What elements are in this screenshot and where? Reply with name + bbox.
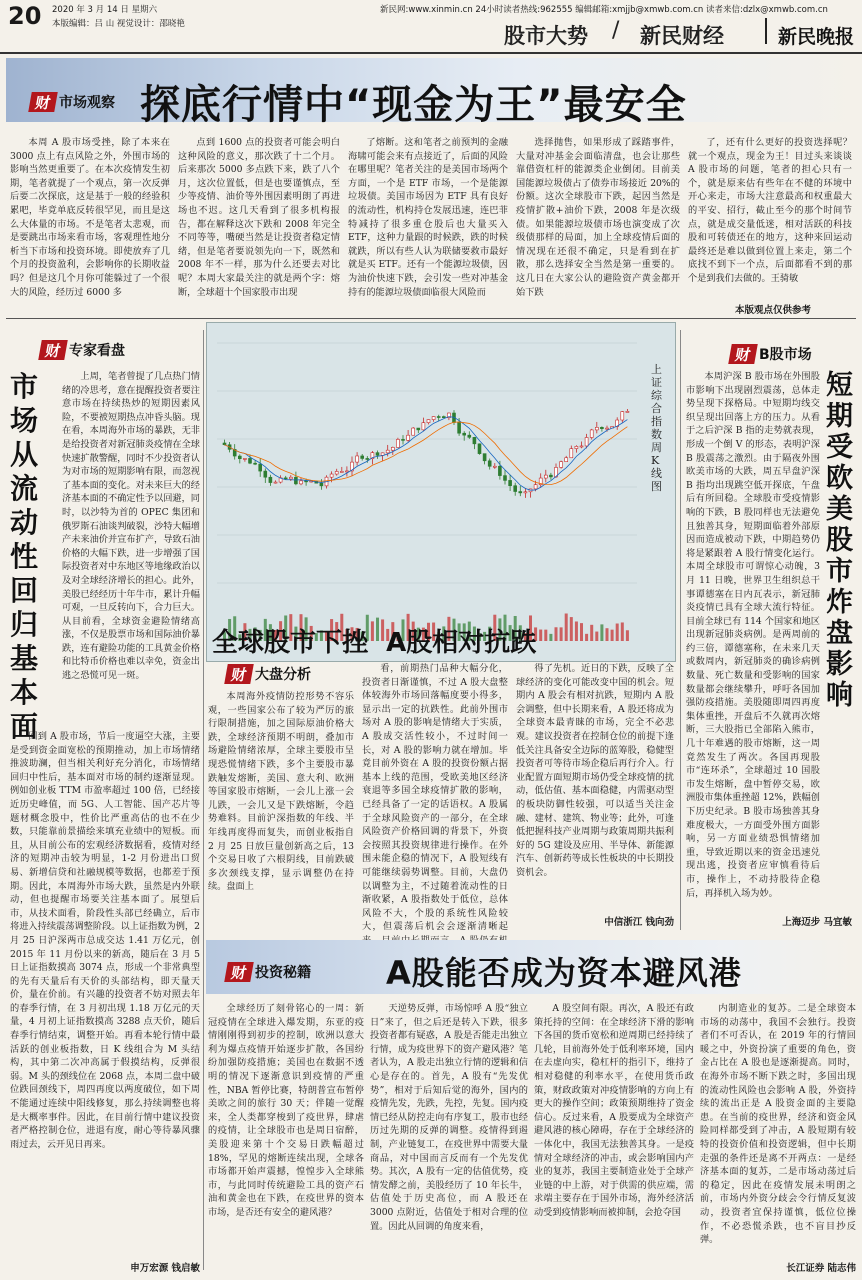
chart-candles <box>223 409 629 498</box>
volume-bar <box>626 630 629 641</box>
candle-body <box>396 439 399 447</box>
candle-body <box>254 463 257 464</box>
tag-label: 大盘分析 <box>255 667 311 683</box>
volume-bar <box>549 634 552 641</box>
candle-body <box>422 423 425 430</box>
top-story-tag <box>30 92 115 112</box>
left-divider <box>203 330 204 1270</box>
candle-body <box>376 453 379 456</box>
chart-grid <box>217 343 637 583</box>
paragraph: 上周，笔者曾提了几点热门情绪的冷思考，意在提醒投资者要注意市场在持续热炒的短期因素风险，不要被短期热点冲昏头脑。现在看，本周海外市场的暴跌，无非是给投资者对新冠肺炎疫情在全球快速扩散警醒，同时不少投资者认为对市场的短期影响有限，而忽视了基本面的变化。对未来巨大的经济基本面的不确定性予以回避，同时，以沙特为首的 OPEC 集团和俄罗斯石油谈判破裂，沙特大幅增产未来油价并宣布扩产，导致石油价格的大幅下跌，进一步增强了国际投资者对中东地区等地缘政治以及对全球经济增长的担心。此外，美股已经经历十年牛市，累计升幅可观，一旦反转向下，合力巨大。从目前看，全球资金避险情绪高涨，不仅是股票市场和国际油价暴跌，连有避险功能的工具黄金价格和比特币价格也难以幸免，资金出逃之恐慌可见一斑。 <box>62 371 200 682</box>
candle-body <box>595 427 598 430</box>
candle-body <box>534 485 537 489</box>
volume-bar <box>611 630 614 641</box>
candle-body <box>356 456 359 462</box>
candle-body <box>509 480 512 485</box>
bottom-col-4 <box>700 1002 856 1258</box>
candle-body <box>412 428 415 435</box>
header-rule <box>0 52 862 54</box>
candle-body <box>345 471 348 472</box>
candle-body <box>223 443 226 445</box>
volume-bar <box>544 630 547 641</box>
candle-body <box>402 439 405 440</box>
left-story-tag <box>40 340 125 360</box>
candle-body <box>305 481 308 482</box>
paragraph: 得了先机。近日的下跌，反映了全球经济的变化可能改变中国的机会。短期内 A 股会有相对抗跌，短期内 A 股会调整，但中长期来看，A 股还将成为全球资本最青睐的市场，完全不必悲观。建议投资者在控制仓位的前提下逢低关注具备安全边际的蓝筹股，稳健型投资者可等待市场企稳后再行介入。行业配置方面短期市场仍受全球疫情的扰动，低估值、基本面稳健，内需驱动型的板块防御性较强，可以适当关注金融、建材、建筑、物业等；此外，可逢低把握科技产业周期与政策周期共振利好的 5G 建设及应用、半导体、新能源汽车、创新药等成长性板块的中长期投资机会。 <box>516 663 674 878</box>
candle-body <box>361 456 364 459</box>
candle-body <box>575 446 578 448</box>
editors: 本版编辑：吕 山 视觉设计：邵晓艳 <box>52 19 185 29</box>
candle-body <box>407 435 410 440</box>
candle-body <box>626 411 629 412</box>
chart-panel <box>206 322 676 662</box>
top-col-2 <box>178 136 340 312</box>
volume-bar <box>606 628 609 641</box>
volume-bar <box>585 634 588 641</box>
top-col-3 <box>348 136 508 312</box>
candle-body <box>330 474 333 477</box>
volume-bar <box>575 621 578 641</box>
bottom-col-1 <box>208 1002 364 1268</box>
candle-body <box>514 486 517 492</box>
paragraph: 回到 A 股市场，节后一度逼空大涨，主要是受到资金面宽松的预期推动，加上市场情绪推波助澜，但当相关利好充分消化，市场情绪回归中性后，基本面对市场的制约逐渐显现。例如创业板 TTM 市盈率超过 100 倍，已经接近历史峰值，而 5G、人工智能、国产芯片等题材概念股中，性价比严重高估的也不在少数，只能靠前景描绘来填充业绩中的短板。而且，从目前公布的宏观经济数据看，疫情对经济的短期冲击较为明显，1-2 月份进出口贸易、新增信贷和社融规模等数据，也都差于预期。因此，本周海外市场大跌，虽然是内外联动，但也提醒市场要关注基本面了。展望后市，从技术面看，阶段性头部已经确立，后市将进入持续震荡调整阶段。以上证指数为例，2 月 25 日沪深两市总成交达 1.41 万亿元，创 2015 年 11 月份以来的新高，随后在 3 月 5 日上证指数摸高 3074 点，形成一个非常典型的先有天量后有天价的头部结构，即天量天价，量在价前。有兴趣的投资者不妨对照去年的春季行情，在 3 月初出现 1.18 万亿元的天量，4 月初上证指数摸高 3288 点天价，随后春季行情结束，调整开始。再看本轮行情中最活跃的创业板指数，日 K 线组合为 M 头结构，其中第二次冲高属于假摸结构，反弹很弱。M 头的颈线位在 2068 点，本周二盘中破位跌回颈线下，周四再度以两度破位，如下周不能通过连续中阳线修复，那么持续调整也将是大概率事件。因此，在目前行情中建议投资者严格控制仓位，进退有度，耐心等待暴风骤雨过去，云开见日再来。 <box>10 731 200 1150</box>
candle-body <box>488 461 491 467</box>
middle-col-2 <box>362 662 508 933</box>
top-col-4 <box>516 136 680 312</box>
paragraph: 了，还有什么更好的投资选择呢？就一个观点，现金为王！目过头来谈谈 A 股市场的问题，笔者的担心只有一个，就是原来估有些年在不健的环境中开心来走，市场大注意最高和权重最大的平安、招行，截止至今的那个时间节点，就是成交量低迷，相对活跃的科技股和可转债还在的地方，这种来回运动最终还是难以做到位置上来走，第二个底找不到下一个点，后面都看不到的那个是到我们去做的。王骑敏 <box>688 137 852 284</box>
page-header <box>0 0 862 52</box>
cai-logo-icon: 财 <box>224 962 254 982</box>
middle-byline: 中信浙江 钱向劲 <box>604 917 674 928</box>
bottom-byline: 长江证券 陆志伟 <box>786 1263 856 1274</box>
paper-name: 新民晚报 <box>778 26 855 48</box>
chart-caption: 上证综合指数周K线图 <box>651 363 662 493</box>
candle-body <box>259 464 262 471</box>
candle-body <box>269 477 272 482</box>
header-separator <box>765 18 767 44</box>
candle-body <box>621 412 624 420</box>
candle-body <box>600 427 603 428</box>
volume-bar <box>621 622 624 641</box>
volume-bar <box>590 625 593 641</box>
candle-body <box>320 483 323 486</box>
left-headline: 市场从流动性回归基本面 <box>10 370 39 743</box>
candle-body <box>498 466 501 475</box>
middle-col-3 <box>516 662 674 916</box>
tag-label: B股市场 <box>759 347 812 363</box>
candle-body <box>432 417 435 420</box>
right-story-tag <box>730 344 812 364</box>
page-number: 20 <box>8 2 42 30</box>
candle-body <box>590 430 593 438</box>
cai-logo-icon: 财 <box>28 92 58 112</box>
paragraph: A 股空间有限。再次，A 股还有政策托持的空间：在全球经济下滑的影响下各国的货币宽松和逆周期已经持续了几轮，目前海外处于低利率环境，国内在去虚向实，稳杠杆的指引下，维持了相对稳健的利率水平，在使用货币政策，财政政策对冲疫情影响的方向上有更大的操作空间；政策预期维持了资金信心。反过来看，A 股要成为全球资产避风港的核心障碍，存在于全球经济的一体化中，我国无法独善其身。一是疫情对全球经济的冲击，或会影响国内产业的复苏，我国主要制造业处于全球产业链的中上游，对于供需的供应端，需求端主要存在于国外市场，海外经济活动受到疫情影响而被抑制，会抢夺国 <box>534 1003 694 1218</box>
paragraph: 内制造业的复苏。二是全球资本市场的动荡中，我国不会独行。投资者们不可否认，在 2019 年的行情回暖之中，外资扮演了重要的角色，资金占比在 A 股也是逐渐提高。同时，在海外市场不断下跌之时，多国出现的流动性风险也会影响 A 股，外资持续的流出正是 A 股资金面的主要隐患。在当前的疫世界，经济和资金风险同样都受到了冲击，A 股短期有较特的投资价值和投资逻辑，但中长期走强的条件还是离不开两点：一是经济基本面的复苏，二是市场动荡过后的稳定，因此在疫情发展未明朗之前，市场内外资分歧会令行情反复波动，投资者宜保持谨慎，低位位操作，不必恐慌杀跌，也不盲目抄反弹。 <box>700 1003 856 1246</box>
tag-label: 投资秘籍 <box>255 965 311 981</box>
volume-bar <box>560 627 563 641</box>
candle-body <box>427 420 430 423</box>
candle-body <box>585 437 588 445</box>
paragraph: 点到 1600 点的投资者可能会明白这种风险的意义，那次跌了十二个月。后来那次 5000 多点跌下来，跌了八个月，这次位置低，但是也要谨慎点，至少等疫情、油价等外围因素明朗了再进场也不迟。这几天看到了很多机构报告，都在解释这次下跌和 2008 年完全不同等等，嘴硬当然是让投资者稳定情绪，但是笔者要说领先向一下，既然和 2008 年不一样，那为什么还要去对比呢？本周大家最关注的就是两个字：熔断，全球超十个国家股市出现 <box>178 137 340 298</box>
candle-body <box>560 462 563 468</box>
candle-body <box>473 437 476 443</box>
section-slash: / <box>612 18 620 43</box>
paragraph: 天逆势反弹，市场惊呼 A 股“独立日”来了，但之后还是转入下跌，很多投资者都有疑惑，A 股是否能走出独立行情，成为疫世界下的资产避风港？笔者认为，A 股走出独立行情的逻辑和信心是存在的。首先，A 股有“先发优势”，相对于后知后觉的海外，国内的疫情先发，先跌，先控，先复。国内疫情已经从防控走向有序复工，股市也经历过先期的反弹的调整。疫情得到遏制，产业链复工，在疫世界中需要大量商品，对中国而言反而有一个先发优势。其次，A 股有一定的估值优势，疫情发酵之前，美股经历了 10 年长牛，估值处于历史高位，而 A 股还在 3000 点附近，估值处于相对合理的位置。因此从回调的角度来看， <box>370 1003 528 1232</box>
candle-body <box>284 478 287 479</box>
candle-body <box>468 435 471 437</box>
candle-body <box>300 481 303 484</box>
bottom-headline: A股能否成为资本避风港 <box>386 954 742 992</box>
candle-body <box>391 447 394 450</box>
left-byline: 申万宏源 钱启敏 <box>130 1263 200 1274</box>
top-col-5 <box>688 136 852 298</box>
tag-label: 市场观察 <box>59 95 115 111</box>
right-byline: 上海迈步 马宜敏 <box>782 917 852 928</box>
candle-body <box>335 471 338 474</box>
volume-bar <box>580 623 583 641</box>
right-col-1 <box>686 370 820 899</box>
paragraph: 全球经历了刻骨铭心的一周：新冠疫情在全球进入爆发期，东亚的疫情刚刚得到初步的控制，欧洲以意大利为爆点疫情开始逐步扩散，各国纷纷加强防疫措施；美国也在数据不透明的情况下逐渐意识到疫情的严重性，NBA 暂停比赛，特朗普宣布暂停美欧之间的旅行 30 天；伴随一觉醒来，全人类都穿梭到了疫世界，肆虐的疫情，让全球股市也是周日宿醉，美股迎来第十个交易日跌幅超过 18%，罕见的熔断连续出现，全球各市场都开始声震撼，惶惶步入全球熊市，与此同时传统避险工具的资产石油和黄金也在下跌，在疫世界的资本市场，是否还有安全的避风港？ <box>208 1003 364 1218</box>
ma-line <box>225 417 628 490</box>
candle-body <box>565 458 568 462</box>
candle-body <box>458 423 461 434</box>
candle-body <box>519 492 522 493</box>
candle-body <box>442 417 445 418</box>
candle-body <box>238 456 241 459</box>
candle-body <box>274 482 277 483</box>
chart-moving-average <box>225 417 628 490</box>
tag-label: 专家看盘 <box>69 343 125 359</box>
paragraph: 看，前期热门品种大幅分化，投资者日渐谨慎，不过 A 股大盘整体较海外市场回落幅度要小得多，显示出一定的抗跌性。此前外围市场对 A 股的影响是情绪大于实质，A 股成交活性较小，不过时间一长，对 A 股的影响力就在增加。毕竟目前外资在 A 股的投资份额占据基本上线的范围，受欧美地区经济衰退等多国全球疫情扩散的影响，已经具备了一定的话语权。A 股属于全球风险资产的一部分，在全球风险资产价格回调的背景下，外资会按照其投资规律进行操作。在外围未能企稳的情况下，A 股短线有可能继续弱势调整。目前，大盘仍以调整为主，不过随着流动性的日渐收紧，A 股指数处于低位，总体风险不大，个股的系统性风险较大，但震荡后机会会逐渐清晰起 <box>362 663 508 933</box>
volume-bar <box>570 617 573 641</box>
volume-bar <box>600 624 603 641</box>
chart-overlay-title: 全球股市下挫 A股相对抗跌 <box>212 628 537 658</box>
middle-col-1 <box>208 690 354 912</box>
candle-body <box>524 492 527 493</box>
candle-body <box>544 475 547 478</box>
candle-body <box>340 471 343 472</box>
contact-info: 新民网:www.xinmin.cn 24小时读者热线:962555 编辑邮箱:xmjjb@xmwb.com.cn 读者来信:dzlx@xmwb.com.cn <box>380 5 828 15</box>
candle-body <box>504 476 507 481</box>
top-headline: 探底行情中“现金为王”最安全 <box>140 82 687 128</box>
ma-line <box>225 422 628 485</box>
volume-bar <box>595 632 598 641</box>
top-disclaimer: 本版观点仅供参考 <box>735 305 812 316</box>
top-bottom-rule <box>6 318 856 319</box>
volume-bar <box>616 624 619 641</box>
candle-body <box>289 477 292 479</box>
kline-chart <box>207 323 677 663</box>
middle-story-tag <box>226 664 311 684</box>
cai-logo-icon: 财 <box>38 340 68 360</box>
cai-logo-icon: 财 <box>728 344 758 364</box>
candle-body <box>386 450 389 453</box>
candle-body <box>366 458 369 459</box>
top-col-1 <box>10 136 170 312</box>
section-title: 股市大势 <box>504 24 588 48</box>
paragraph: 本周海外疫情防控形势不容乐观，一些国家公布了较为严厉的旅行限制措施，加之国际原油价格大跌，全球经济预期不明朗，叠加市场避险情绪浓厚，全球主要股市呈现恐慌情绪下跌，多个主要股市暴跌触发熔断，美国、意大利、欧洲等国家股市熔断，一会儿上涨一会儿跌，一会儿又是下跌熔断，令趋势难料。目前沪深指数的年线、半年线再度得而复失，而创业板指自 2 月 25 日放巨量创新高之后，13 个交易日收了六根阴线，目前跌破多次颈线支撑，显示调整仍在持续。盘面上 <box>208 691 354 893</box>
paragraph: 本周沪深 B 股市场在外围股市影响下出现剧烈震荡，总体走势呈现下探格局。中短期均线交织呈现出回落上方的压力。从看于之后沪深 B 指的走势就表现，形成一个倒 V 的形态，表明沪深 B 股震荡之激烈。由于隔夜外围欧美市场的大跌，周五早盘沪深 B 指均出现跳空低开探底，午盘后有所回稳。全球股市受疫情影响的下跌，B 股同样也无法避免且独善其身，短期面临着外部原因而造成被动下跌，中期趋势仍将是紧跟着 A 股行情变化运行。本周全球股市可谓惊心动魄，3 月 11 日晚，世界卫生组织总干事谭德塞在日内瓦表示，新冠肺炎疫情已具有全球大流行特征。目前全球已有 114 个国家和地区出现新冠肺炎病例。是两周前的约三倍，谭德塞称，在未来几天或数周内，新冠肺炎的确诊病例数量、死亡数量和受影响的国家数量都会继续攀升，呼吁各国加强防疫措施。美股随即周四再度集体重挫，开盘后不久就再次熔断，三大股指已全部陷入熊市，几十年难遇的股市熔断，这一周竟然发生了两次。各国再现股市“连环杀”，全球超过 10 国股市发生熔断，盘中暂停交易，欧洲股市集体重挫超 12%，跌幅创下历史纪录。B 股市场独善其身难度极大，一方面受外围方面影响，另一方面业绩恐惧情绪加重，导致近期以来的资金迅速兑现出逃，投资者应审慎看待后市，操作上，不动持股待企稳后，再择机入场为妙。 <box>686 371 820 899</box>
bottom-col-2 <box>370 1002 528 1268</box>
candle-body <box>549 475 552 477</box>
candle-body <box>437 417 440 418</box>
volume-bar <box>555 627 558 641</box>
paragraph: 本周 A 股市场受挫，除了本来在 3000 点上有点风险之外，外围市场的影响当然更重要了。在本次疫情发生初期，笔者就提了一个观点，第一次反弹后要二次探底，这是基于一般的经验积累吧，毕竟单底反转很罕见，而且是这么大体量的市场。不是笔者太悲观，而是要跳出市场来看市场，客观理性地分析当下市场和投资环境。即使放弃了几个月的投资盈利，会影响你的长期收益吗？但是这几个月你可能躲过了一个很大的风险，经历过 6000 多 <box>10 137 170 298</box>
left-col-2 <box>10 730 200 1256</box>
bottom-story-tag <box>226 962 311 982</box>
candle-body <box>463 433 466 435</box>
cai-logo-icon: 财 <box>224 664 254 684</box>
right-headline: 短期受欧美股市炸盘影响 <box>826 370 853 711</box>
candle-body <box>417 428 420 430</box>
candle-body <box>249 458 252 463</box>
candle-body <box>493 466 496 467</box>
paragraph: 了熔断。这和笔者之前预判的金融海啸可能会来有点接近了，后面的风险在哪里呢？笔者关注的是美国市场两个方面，一个是 ETF 市场，一个是能源垃圾债。美国市场因为 ETF 具有良好的流动性，机构持仓发展迅速，连巴菲特减持了很多重仓股后也大量买入 ETF，这种力量跟的时候跌，跌的时候就跌，所以有些人认为联储要救市最好就是买 ETF。还有一个能源垃圾债，因为油价快速下跌，会引发一些对冲基金持有的能源垃圾债面临很大风险而 <box>348 137 508 298</box>
paragraph: 选择抛售，如果形成了踩踏事件，大量对冲基金会面临清盘，也会让那些靠借资杠杆的能源类企业倒闭。目前美国能源垃圾债占了债券市场接近 20%的份额。这次全球股市下跌，起因当然是疫情扩散+油价下跌，2008 年是次级债。如果能源垃圾债市场也演变成了次级债那样的局面，加上全球疫情后面的情况现在还很不确定，只是看到在扩散，那么选择安全当然是第一重要的。这几日在大家公认的避险资产黄金都开始下跌 <box>516 137 680 298</box>
candle-body <box>606 428 609 429</box>
candle-body <box>580 446 583 447</box>
volume-bar <box>539 630 542 641</box>
left-col-1 <box>62 370 200 728</box>
bottom-col-3 <box>534 1002 694 1268</box>
right-divider <box>680 330 681 930</box>
candle-body <box>264 471 267 477</box>
candle-body <box>294 477 297 484</box>
candle-body <box>483 454 486 461</box>
section-subtitle: 新民财经 <box>640 24 724 48</box>
candle-body <box>478 444 481 454</box>
volume-bar <box>565 613 568 641</box>
candle-body <box>243 458 246 459</box>
candle-body <box>570 449 573 458</box>
issue-date: 2020 年 3 月 14 日 星期六 <box>52 5 158 15</box>
